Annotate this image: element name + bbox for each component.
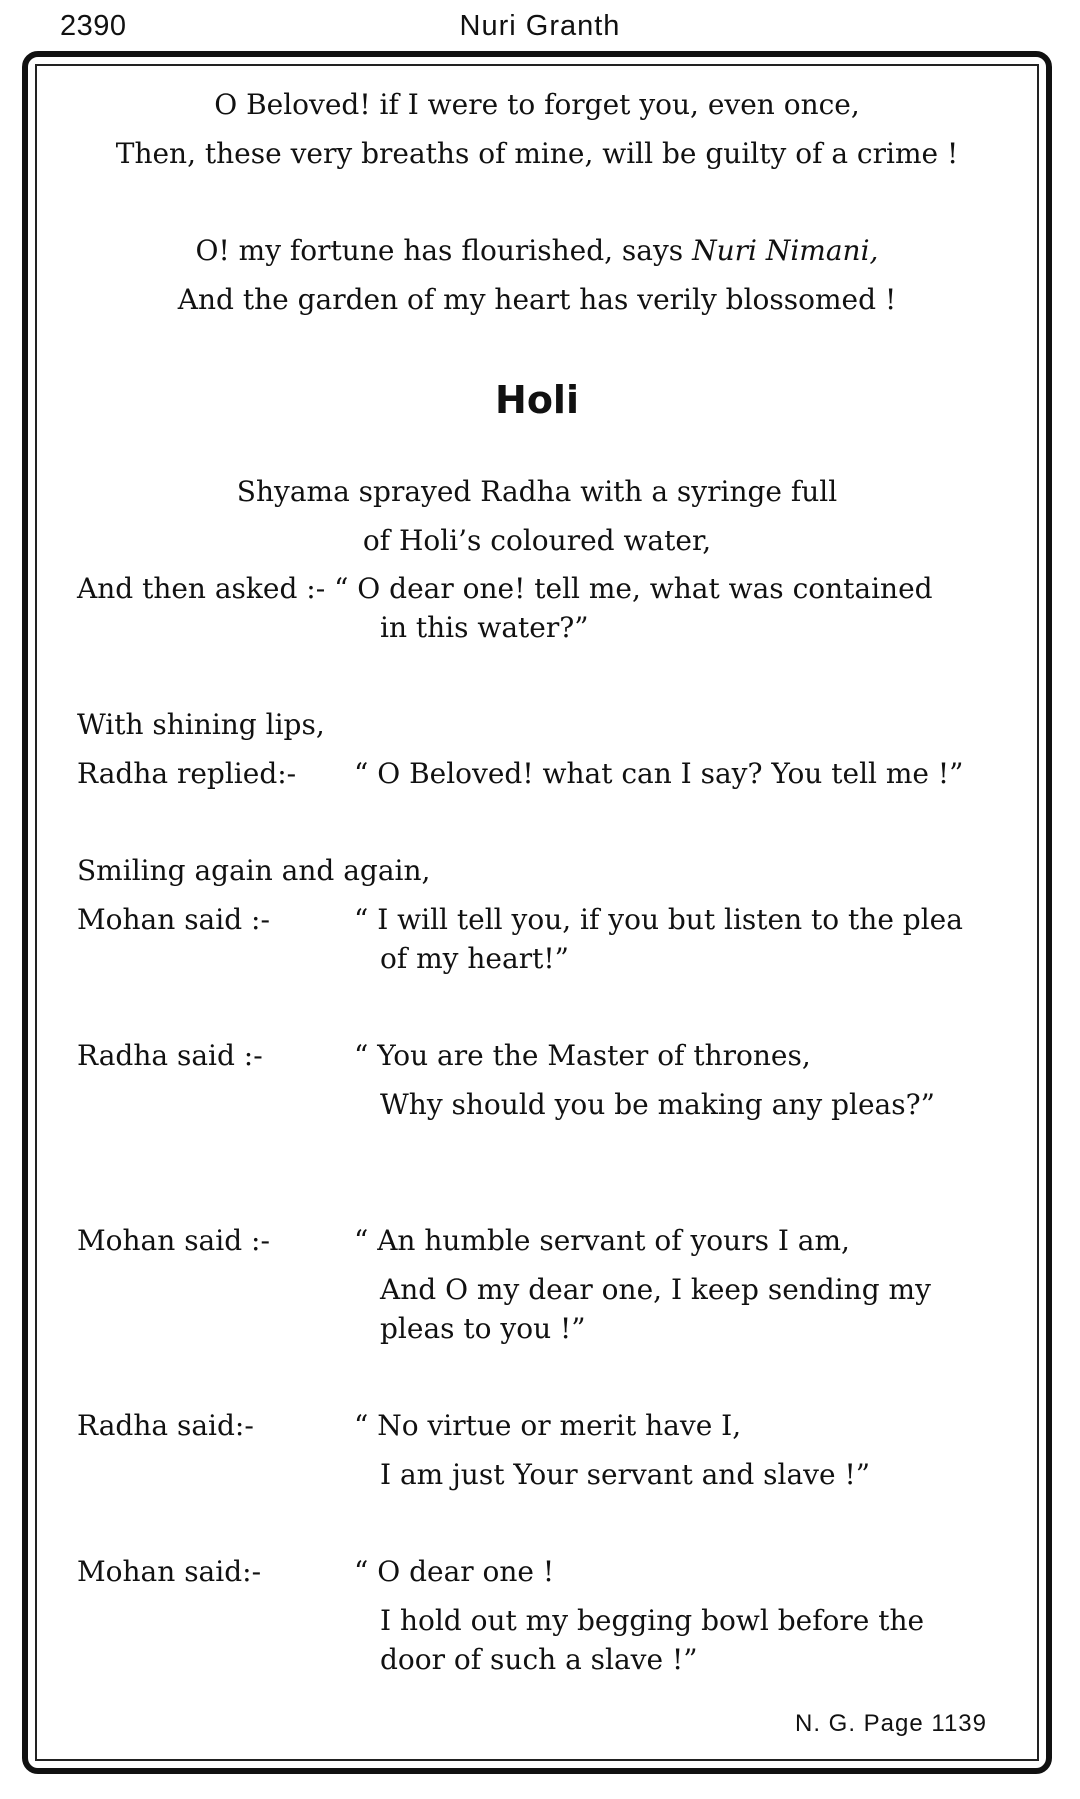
dialogue-line: Why should you be making any pleas?” <box>380 1088 935 1121</box>
poem-line: And then asked :- “ O dear one! tell me, what was contained <box>77 572 933 605</box>
speaker-label: Radha replied:- <box>77 757 297 790</box>
dialogue-line: I am just Your servant and slave !” <box>380 1458 871 1491</box>
dialogue-line: “ I will tell you, if you but listen to the plea <box>354 903 963 936</box>
dialogue-line: “ O Beloved! what can I say? You tell me !” <box>354 757 964 790</box>
author-name: Nuri Nimani, <box>692 234 879 267</box>
poem-line: Shyama sprayed Radha with a syringe full <box>236 475 838 508</box>
dialogue-line: door of such a slave !” <box>380 1643 698 1676</box>
poem-line: in this water?” <box>380 611 589 644</box>
dialogue-line: And O my dear one, I keep sending my <box>380 1273 931 1306</box>
speaker-label: Radha said:- <box>77 1409 254 1442</box>
verse-line: O Beloved! if I were to forget you, even once, <box>214 88 860 121</box>
dialogue-pre: Smiling again and again, <box>77 854 431 887</box>
dialogue-line: I hold out my begging bowl before the <box>380 1604 925 1637</box>
page-reference: N. G. Page 1139 <box>795 1710 987 1737</box>
dialogue-line: pleas to you !” <box>380 1312 586 1345</box>
dialogue-line: “ No virtue or merit have I, <box>354 1409 742 1442</box>
speaker-label: Radha said :- <box>77 1039 263 1072</box>
dialogue-line: “ You are the Master of thrones, <box>354 1039 811 1072</box>
page-number: 2390 <box>60 10 127 42</box>
speaker-label: Mohan said :- <box>77 1224 270 1257</box>
verse-line: O! my fortune has flourished, says Nuri Nimani, <box>195 234 879 267</box>
verse-line: And the garden of my heart has verily blossomed ! <box>177 283 897 316</box>
dialogue-line: of my heart!” <box>380 942 569 975</box>
verse-line: Then, these very breaths of mine, will be guilty of a crime ! <box>115 137 959 170</box>
dialogue-line: “ O dear one ! <box>354 1555 555 1588</box>
speaker-label: Mohan said:- <box>77 1555 262 1588</box>
speaker-label: Mohan said :- <box>77 903 270 936</box>
book-title: Nuri Granth <box>459 10 621 42</box>
poem-title: Holi <box>495 378 579 422</box>
poem-line: of Holi’s coloured water, <box>362 524 712 557</box>
dialogue-pre: With shining lips, <box>77 708 325 741</box>
dialogue-line: “ An humble servant of yours I am, <box>354 1224 850 1257</box>
